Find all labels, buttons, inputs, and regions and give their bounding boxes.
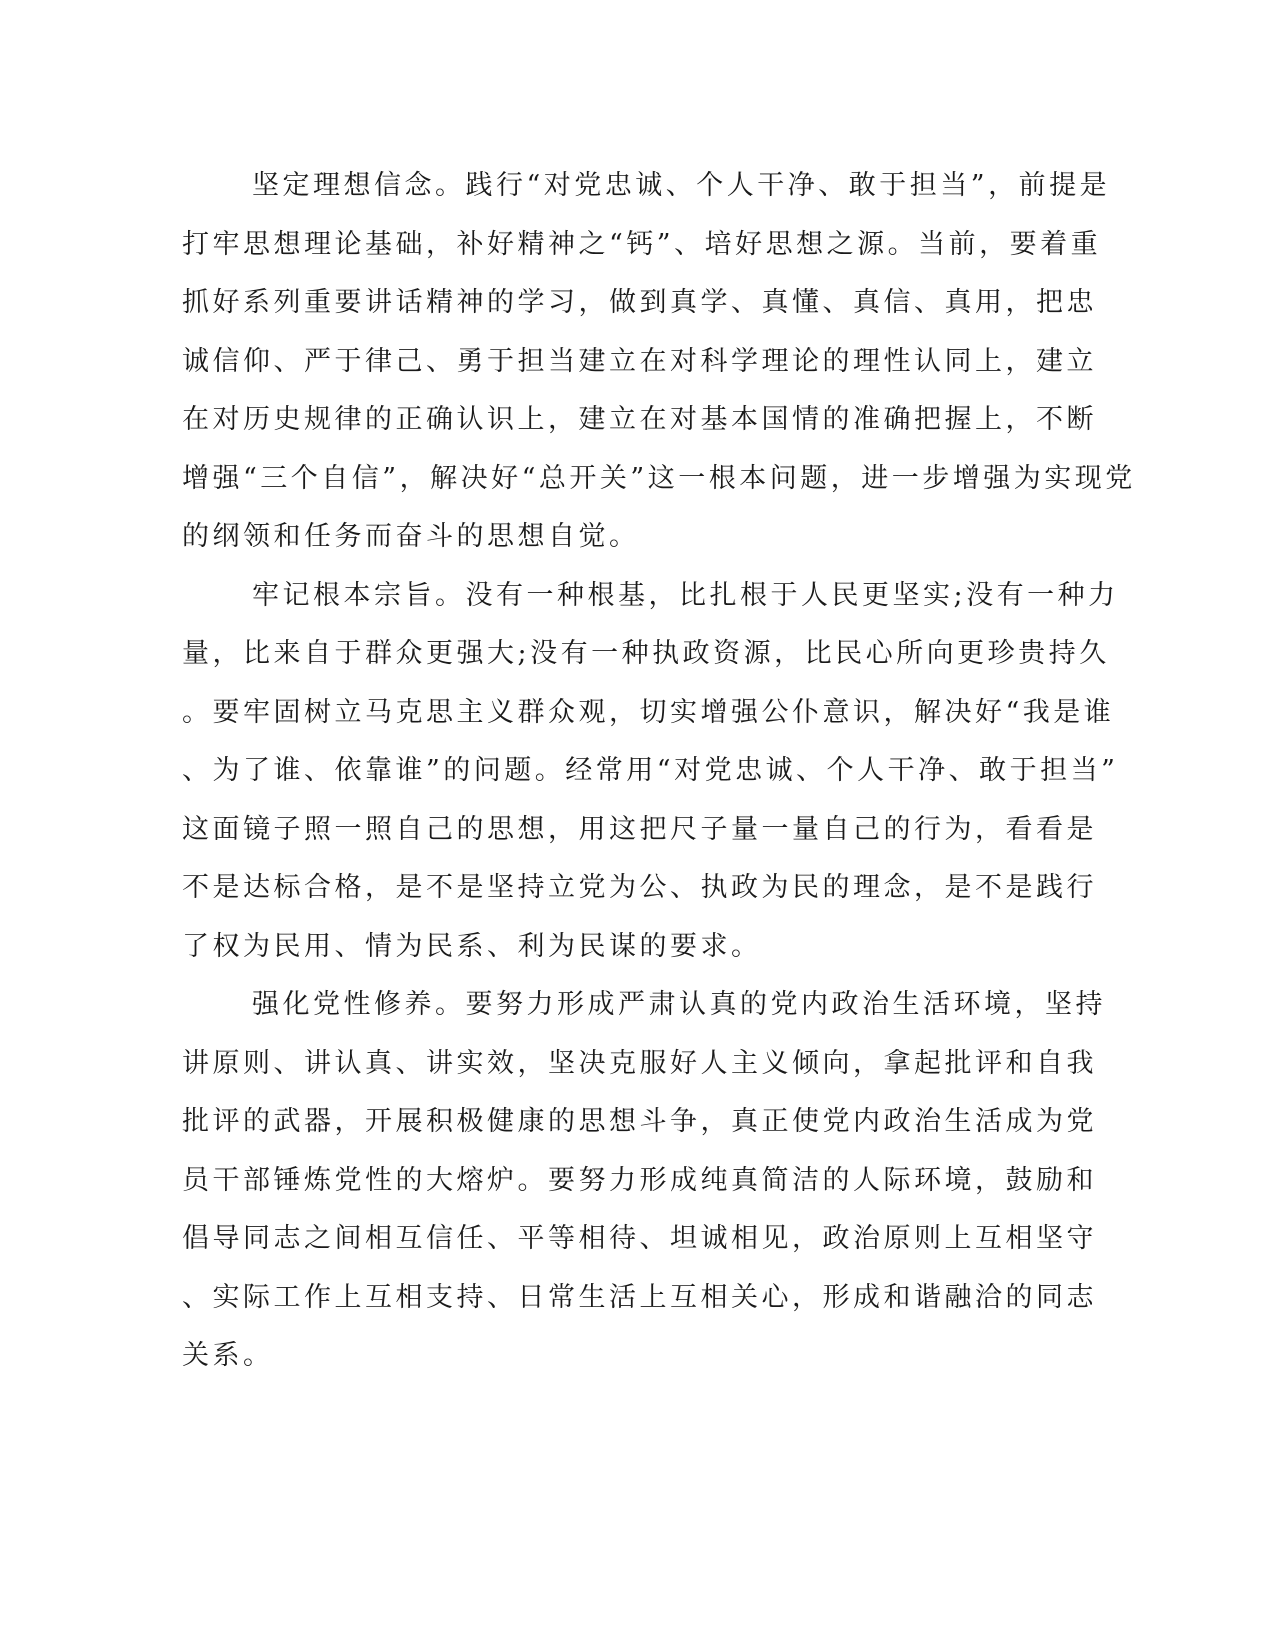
paragraph-purpose — [182, 567, 1119, 977]
paragraph-line: 了权为民用、情为民系、利为民谋的要求。 — [182, 930, 762, 962]
paragraph-line: 牢记根本宗旨。没有一种根基，比扎根于人民更坚实;没有一种力 — [252, 579, 1119, 611]
paragraph-line: 诚信仰、严于律己、勇于担当建立在对科学理论的理性认同上，建立 — [182, 345, 1097, 377]
paragraph-ideals — [182, 157, 1136, 567]
paragraph-line: 的纲领和任务而奋斗的思想自觉。 — [182, 521, 640, 552]
paragraph-line: 倡导同志之间相互信任、平等相待、坦诚相见，政治原则上互相坚守 — [182, 1223, 1097, 1254]
paragraph-line: 。要牢固树立马克思主义群众观，切实增强公仆意识，解决好“我是谁 — [182, 696, 1115, 728]
paragraph-line: 坚定理想信念。践行“对党忠诚、个人干净、敢于担当”，前提是 — [252, 170, 1111, 201]
paragraph-line: 抓好系列重要讲话精神的学习，做到真学、真懂、真信、真用，把忠 — [182, 287, 1097, 318]
paragraph-line: 强化党性修养。要努力形成严肃认真的党内政治生活环境，坚持 — [252, 989, 1106, 1020]
paragraph-line: 讲原则、讲认真、讲实效，坚决克服好人主义倾向，拿起批评和自我 — [182, 1047, 1097, 1079]
paragraph-line: 在对历史规律的正确认识上，建立在对基本国情的准确把握上，不断 — [182, 404, 1097, 435]
paragraph-party-spirit — [182, 976, 1106, 1386]
paragraph-line: 、为了谁、依靠谁”的问题。经常用“对党忠诚、个人干净、敢于担当” — [182, 755, 1119, 786]
paragraph-line: 员干部锤炼党性的大熔炉。要努力形成纯真简洁的人际环境，鼓励和 — [182, 1164, 1097, 1196]
paragraph-line: 增强“三个自信”，解决好“总开关”这一根本问题，进一步增强为实现党 — [182, 462, 1136, 494]
paragraph-line: 批评的武器，开展积极健康的思想斗争，真正使党内政治生活成为党 — [182, 1106, 1097, 1137]
paragraph-line: 量，比来自于群众更强大;没有一种执政资源，比民心所向更珍贵持久 — [182, 638, 1110, 669]
document-body — [182, 157, 1136, 1386]
paragraph-line: 、实际工作上互相支持、日常生活上互相关心，形成和谐融洽的同志 — [182, 1281, 1097, 1313]
paragraph-line: 不是达标合格，是不是坚持立党为公、执政为民的理念，是不是践行 — [182, 872, 1097, 903]
paragraph-line: 这面镜子照一照自己的思想，用这把尺子量一量自己的行为，看看是 — [182, 813, 1097, 845]
paragraph-line: 关系。 — [182, 1340, 274, 1371]
paragraph-line: 打牢思想理论基础，补好精神之“钙”、培好思想之源。当前，要着重 — [182, 228, 1102, 260]
